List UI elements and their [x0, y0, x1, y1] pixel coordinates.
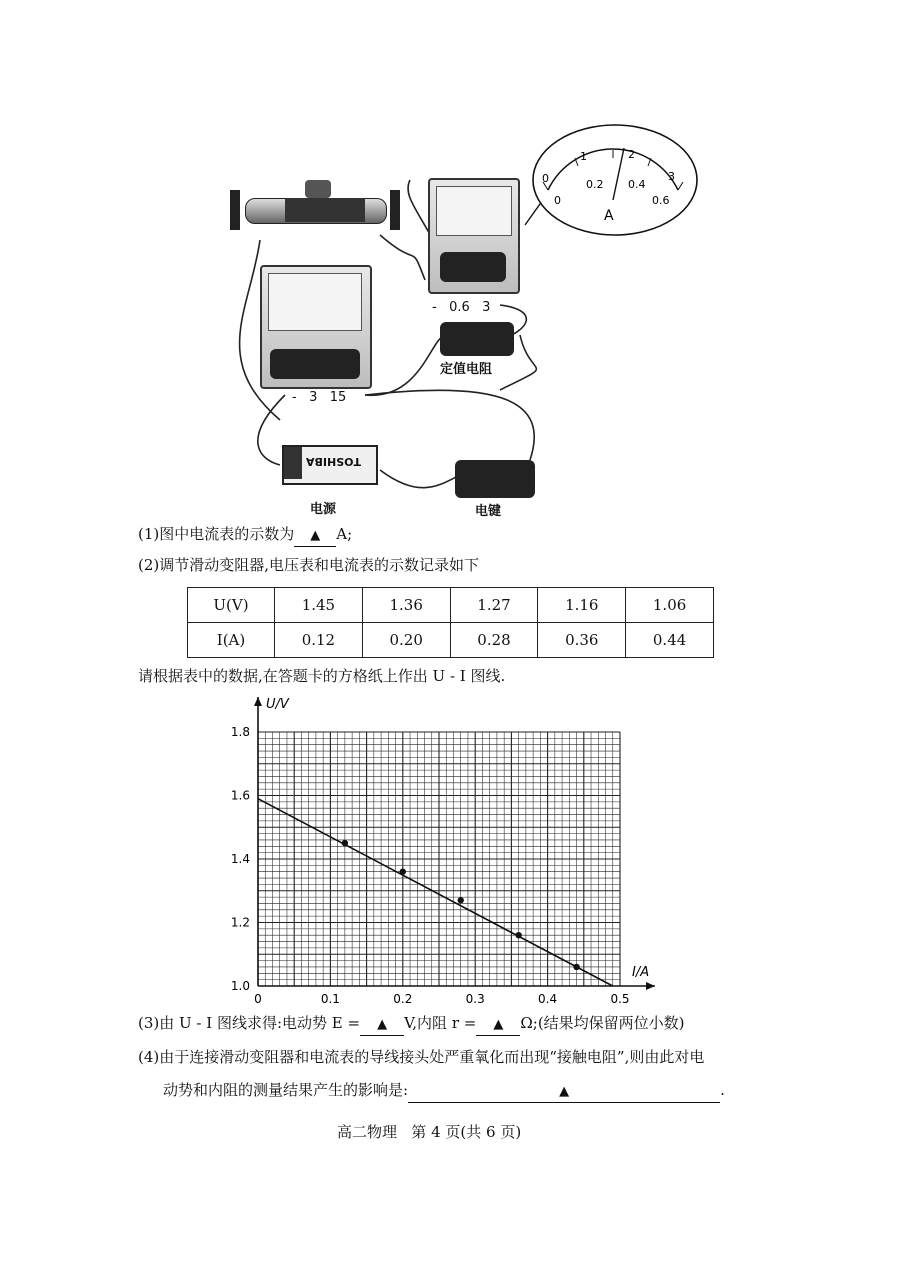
question-4-line-2 — [163, 1080, 725, 1103]
q4-prefix: 动势和内阻的测量结果产生的影响是: — [163, 1081, 409, 1099]
fixed-resistor — [440, 322, 514, 356]
q3-mid: V,内阻 r = — [404, 1014, 477, 1032]
rheostat — [225, 180, 405, 235]
q3-suffix: Ω;(结果均保留两位小数) — [520, 1014, 685, 1032]
switch — [455, 460, 535, 498]
emf-answer-blank[interactable] — [360, 1013, 404, 1036]
question-3 — [138, 1013, 685, 1036]
data-point — [400, 869, 406, 875]
ammeter-callout — [520, 120, 700, 240]
table-cell: 0.12 — [275, 623, 363, 658]
table-cell: 0.20 — [362, 623, 450, 658]
table-cell: 1.16 — [538, 588, 626, 623]
y-axis-label: U/V — [266, 697, 289, 712]
switch-label: 电键 — [475, 504, 502, 519]
callout-lower-1: 0.2 — [586, 178, 604, 191]
u-i-graph — [215, 690, 675, 1010]
table-header-i: I(A) — [188, 623, 275, 658]
battery-brand: TOSHIBA — [306, 455, 361, 468]
callout-lower-2: 0.4 — [628, 178, 646, 191]
callout-lower-0: 0 — [554, 194, 561, 207]
y-axis-arrow — [254, 697, 262, 706]
table-header-u: U(V) — [188, 588, 275, 623]
table-cell: 0.36 — [538, 623, 626, 658]
answer-mark: ▲ — [377, 1017, 388, 1032]
q3-prefix: (3)由 U - I 图线求得:电动势 E = — [138, 1014, 361, 1032]
x-axis-arrow — [646, 982, 655, 990]
answer-mark: ▲ — [310, 528, 321, 543]
table-row — [188, 588, 714, 623]
resistance-answer-blank[interactable] — [476, 1013, 520, 1036]
question-1 — [138, 524, 352, 547]
voltmeter — [260, 265, 372, 389]
x-axis-label: I/A — [632, 965, 650, 980]
callout-lower-3: 0.6 — [652, 194, 670, 207]
x-tick-label: 0.2 — [393, 992, 413, 1006]
x-tick-label: 0.1 — [320, 992, 340, 1006]
table-cell: 0.44 — [626, 623, 714, 658]
x-tick-label: 0.5 — [610, 992, 630, 1006]
source-label: 电源 — [310, 502, 337, 517]
table-cell: 1.06 — [626, 588, 714, 623]
table-cell: 1.27 — [450, 588, 538, 623]
x-tick-label: 0.4 — [538, 992, 558, 1006]
ammeter — [428, 178, 520, 294]
table-cell: 0.28 — [450, 623, 538, 658]
question-2: (2)调节滑动变阻器,电压表和电流表的示数记录如下 — [138, 556, 480, 574]
callout-upper-0: 0 — [542, 172, 549, 185]
voltmeter-terminals: - 3 15 — [292, 390, 347, 405]
q4-end: . — [720, 1081, 725, 1099]
q1-prefix: (1)图中电流表的示数为 — [138, 525, 295, 543]
x-tick-label: 0 — [254, 992, 262, 1006]
question-4-line-1: (4)由于连接滑动变阻器和电流表的导线接头处严重氧化而出现“接触电阻”,则由此对电 — [138, 1048, 705, 1066]
data-point — [573, 964, 579, 970]
resistor-label: 定值电阻 — [440, 362, 493, 377]
page-footer: 高二物理 第 4 页(共 6 页) — [337, 1123, 522, 1141]
y-tick-label: 1.2 — [230, 915, 250, 930]
table-cell: 1.36 — [362, 588, 450, 623]
instruction-after-table: 请根据表中的数据,在答题卡的方格纸上作出 U - I 图线. — [138, 667, 506, 685]
callout-upper-3: 3 — [668, 170, 675, 183]
callout-upper-1: 1 — [580, 150, 587, 163]
answer-mark: ▲ — [559, 1084, 570, 1099]
ammeter-terminals: - 0.6 3 — [432, 300, 491, 315]
table-cell: 1.45 — [275, 588, 363, 623]
x-tick-label: 0.3 — [465, 992, 485, 1006]
data-point — [342, 840, 348, 846]
y-tick-label: 1.8 — [230, 725, 250, 739]
y-tick-label: 1.4 — [230, 852, 250, 866]
data-point — [458, 897, 464, 903]
q1-suffix: A; — [336, 525, 353, 543]
y-tick-label: 1.0 — [230, 979, 250, 993]
table-row — [188, 623, 714, 658]
answer-mark: ▲ — [493, 1017, 504, 1032]
data-table — [187, 587, 714, 658]
data-point — [515, 932, 521, 938]
q1-answer-blank[interactable] — [294, 524, 336, 547]
callout-upper-2: 2 — [628, 148, 635, 161]
y-tick-label: 1.6 — [230, 788, 250, 803]
callout-unit: A — [604, 208, 614, 224]
battery — [282, 445, 378, 485]
q4-answer-blank[interactable] — [408, 1080, 720, 1103]
